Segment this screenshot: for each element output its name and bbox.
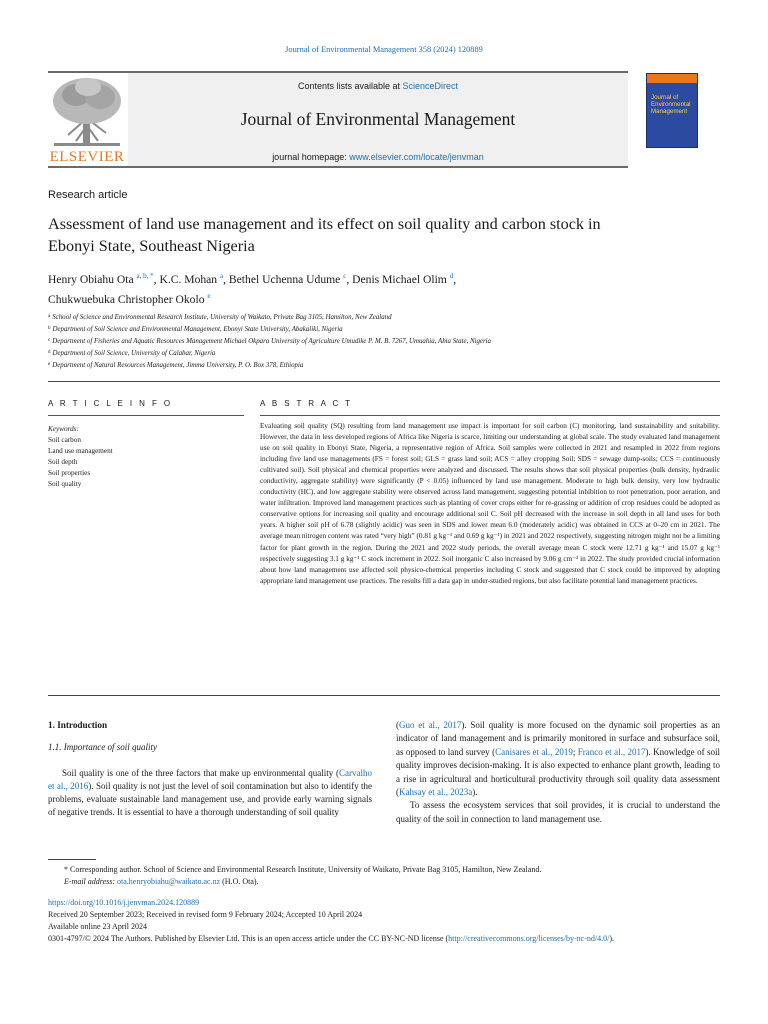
- author-2[interactable]: K.C. Mohan $^a$,: [159, 272, 229, 286]
- keyword-item: Soil quality: [48, 480, 82, 488]
- article-info-heading: A R T I C L E I N F O: [48, 399, 173, 408]
- citation-link[interactable]: Kahsay et al., 2023a: [399, 787, 473, 798]
- affiliation-item: $^c$ Department of Fisheries and Aquatic Resources Management Michael Okpara University of Agriculture Umudike P. M. B. 7267, Umuahia, Abia State, Nigeria: [48, 338, 491, 345]
- citation-link[interactable]: Guo et al., 2017: [399, 720, 462, 730]
- journal-reference[interactable]: Journal of Environmental Management 358 (2024) 120889: [285, 45, 483, 54]
- banner-center: [128, 73, 628, 166]
- keywords-block: [48, 424, 244, 490]
- keyword-item: Soil depth: [48, 458, 78, 466]
- email-line: E-mail address: ota.henryobiahu@waikato.ac.nz (H.O. Ota).: [64, 877, 259, 886]
- body-paragraph: (Guo et al., 2017). Soil quality is more focused on the dynamic soil properties as an indicator of land management and is primarily monitored in surface and subsurface soil, as opposed to land survey (Canisares et al., 2019; Franco et al., 2017). Knowledge of soil quality improves decision-making. It is also expected to enhance plant growth, leading to a rise in agricultural and horticultural productivity through soil quality data assessment (Kahsay et al., 2023a).: [396, 720, 720, 798]
- journal-title: Journal of Environmental Management: [240, 109, 516, 129]
- homepage-link[interactable]: www.elsevier.com/locate/jenvman: [349, 152, 484, 162]
- doi-link[interactable]: https://doi.org/10.1016/j.jenvman.2024.120889: [48, 898, 200, 907]
- author-list: [48, 268, 728, 308]
- keywords-label: Keywords:: [48, 425, 79, 433]
- footnote-rule: [48, 859, 96, 860]
- body-left-column: [48, 719, 372, 819]
- citation-link[interactable]: Carvalho et al., 2016: [48, 768, 372, 791]
- license-line: 0301-4797/© 2024 The Authors. Published by Elsevier Ltd. This is an open access article under the CC BY-NC-ND license (http://creativecommons.org/licenses/by-nc-nd/4.0/).: [48, 934, 614, 943]
- citation-link[interactable]: Canisares et al., 2019: [495, 746, 573, 757]
- abstract-rule: [260, 415, 720, 416]
- cover-title: Journal of Environmental Management: [651, 94, 691, 115]
- abstract-heading: A B S T R A C T: [260, 399, 353, 408]
- keyword-item: Soil properties: [48, 469, 91, 477]
- received-dates: Received 20 September 2023; Received in revised form 9 February 2024; Accepted 10 April 2024: [48, 910, 363, 919]
- homepage-line: [128, 152, 628, 162]
- section-heading: 1. Introduction: [48, 720, 108, 730]
- license-link[interactable]: http://creativecommons.org/licenses/by-nc-nd/4.0/: [448, 934, 610, 943]
- publication-info: [48, 897, 720, 945]
- affiliation-item: $^b$ Department of Soil Science and Environmental Management, Ebonyi State University, Abakaliki, Nigeria: [48, 326, 343, 333]
- keyword-item: Soil carbon: [48, 436, 81, 444]
- keyword-item: Land use management: [48, 447, 113, 455]
- elsevier-logo: [48, 75, 126, 166]
- affiliation-item: $^a$ School of Science and Environmental Research Institute, University of Waikato, Private Bag 3105, Hamilton, New Zealand: [48, 314, 392, 321]
- body-paragraph: To assess the ecosystem services that soil provides, it is crucial to understand the quality of the soil in connection to land management use.: [396, 800, 720, 824]
- article-type: Research article: [48, 189, 128, 201]
- subsection-heading: 1.1. Importance of soil quality: [48, 742, 157, 752]
- affiliation-item: $^e$ Department of Natural Resources Management, Jimma University, P. O. Box 378, Ethiopia: [48, 362, 304, 369]
- section-divider: [48, 381, 720, 382]
- contents-prefix: Contents lists available at: [297, 81, 403, 91]
- journal-cover-image: [646, 73, 698, 148]
- affiliation-item: $^d$ Department of Soil Science, University of Calabar, Nigeria: [48, 350, 216, 357]
- banner-bottom-rule: [48, 166, 628, 168]
- author-1[interactable]: Henry Obiahu Ota $^{a, b, *}$,: [48, 272, 160, 286]
- online-date: Available online 23 April 2024: [48, 922, 147, 931]
- corresponding-author-note: * Corresponding author. School of Science and Environmental Research Institute, University of Waikato, Private Bag 3105, Hamilton, New Zealand.: [64, 865, 542, 874]
- cover-strip: [647, 74, 698, 83]
- elsevier-tree-icon: [48, 75, 126, 149]
- abstract-text: Evaluating soil quality (SQ) resulting from land management use impact is important for soil carbon (C) monitoring, land sustainability and suitability. However, the data in less developed regions of Africa like Nigeria is scarce, limiting our understanding at global scale. The study evaluated land management use on soil quality in Ebonyi State, Nigeria, a representative region of Africa. Soil samples were collected in 2021 and resampled in 2022 from regions including five land use managements (FS = forest soil; GLS = grass land soil; ACS = alley cropping Soil; SDS = sewage dump-soils; CCS = continuously cultivated soil). Soil physical and chemical properties were analyzed and discussed. The results shows that soil physical properties (bulk density, hydraulic conductivity, aggregate stability) were significantly (P < 0.05) influenced by land use management. Moderate to high bulk density, very low hydraulic conductivity (HC), and low aggregate stability were observed across land management, suggesting potential inhibition to root penetration, poor aeration, and water infiltration. Improved land management practices such as planting of cover crops either for re-grassing or addition of crop residues could be adopted as conservative options for increasing soil quality and encourage additional soil C. Soil pH decreased with the increase in soil depth in all land uses for both years. A higher soil pH of 6.78 (slightly acidic) was seen in SDS and lower mean 6.0 (moderately acidic) was obtained in CCS at 0–20 cm in 2021. The average mean nitrogen content was rated “very high” (0.81 g kg⁻¹ and 0.69 g kg⁻¹) in 2021 and 2022 respectively, suggesting nitrogen might not be a limiting factor for plant growth in the region. During the 2021 and 2022 study periods, the overall average mean C stock were 12.71 g kg⁻¹ and 15.07 g kg⁻¹ respectively suggesting 3.1 g kg⁻¹ C stock increment in 2022. Soil inorganic C also increased by 9.06 g cm⁻² in 2022. The study provided crucial information about how land management use affected soil physico-chemical properties including C stock and suggested that C stock could be improved by adopting appropriate land management use practices. The results fill a data gap in under-studied regions, but also facilitate potential land management practices.: [260, 422, 720, 585]
- body-paragraph: Soil quality is one of the three factors that make up environmental quality (Carvalho et al., 2016). Soil quality is not just the level of soil contamination but also to identify the problems, evaluate sustainable land management use, and provide early warning signals of negative trends. It is essential to have a thorough understanding of soil quality: [48, 768, 372, 817]
- body-right-column: [396, 719, 720, 826]
- article-info-rule: [48, 415, 244, 416]
- section-divider: [48, 695, 720, 696]
- homepage-prefix: journal homepage:: [272, 152, 350, 162]
- footnotes: [48, 864, 720, 888]
- author-4[interactable]: Denis Michael Olim $^d$,: [352, 272, 457, 286]
- citation-link[interactable]: Franco et al., 2017: [577, 746, 646, 757]
- author-3[interactable]: Bethel Uchenna Udume $^c$,: [228, 272, 353, 286]
- elsevier-wordmark: ELSEVIER: [49, 149, 125, 165]
- sciencedirect-link[interactable]: ScienceDirect: [402, 81, 459, 91]
- article-title: Assessment of land use management and its effect on soil quality and carbon stock in Ebonyi State, Southeast Nigeria: [48, 215, 601, 255]
- author-5[interactable]: Chukwuebuka Christopher Okolo $^e$: [48, 292, 211, 306]
- journal-banner: [48, 71, 720, 168]
- email-link[interactable]: ota.henryobiahu@waikato.ac.nz: [117, 877, 221, 886]
- contents-line: [128, 81, 628, 91]
- affiliations: [48, 311, 728, 371]
